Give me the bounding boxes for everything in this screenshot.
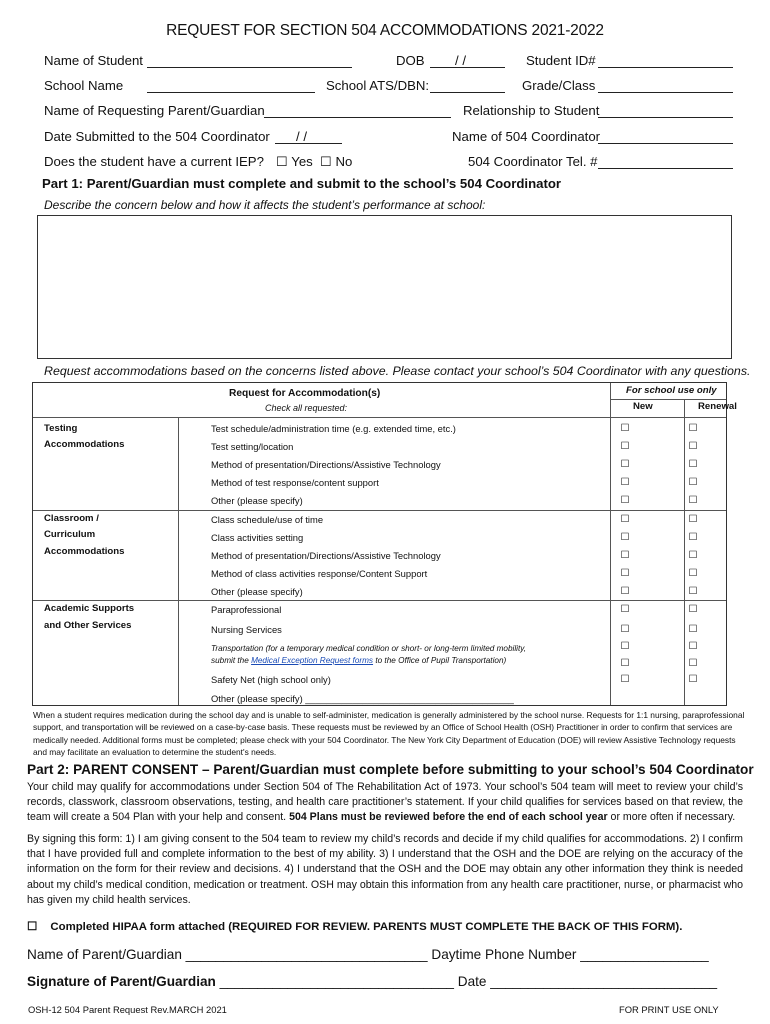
item-paraprofessional: Paraprofessional [211,604,282,615]
item-academic-other: Other (please specify) ________________________________________ [211,693,514,704]
section-label-classroom: Classroom / [44,513,99,524]
col-new-header: New [633,401,653,412]
checkbox-renewal[interactable]: ☐ [688,495,698,506]
iep-yes-checkbox[interactable]: ☐ Yes [276,154,313,169]
dob-slashes: / / [455,53,466,68]
item-test-response: Method of test response/content support [211,477,379,488]
checkbox-new[interactable]: ☐ [620,477,630,488]
table-header-sub: Check all requested: [265,403,348,413]
checkbox-renewal[interactable]: ☐ [688,514,698,525]
item-transportation-2 [211,656,506,665]
medical-exception-link[interactable]: Medical Exception Request forms [251,656,374,665]
item-class-response: Method of class activities response/Content Support [211,568,428,579]
section-label-classroom: Curriculum [44,529,96,540]
checkbox-renewal[interactable]: ☐ [688,550,698,561]
medication-fine-print: When a student requires medication during the school day and is unable to self-administer, medication is generally administered by the school nurse. Requests for 1:1 nursing, paraprofessional support, and transportation will be reviewed on a case-by-case basis. These requests must be reviewed by an Office of School Health (OSH) Practitioner in order to confirm that services are medically needed. Additional forms must be completed; please check with your 504 Coordinator. The New York City Department of Education (DOE) will review Assistive Technology requests and may facilitate an evaluation to determine the student's needs. [33,710,745,757]
part2-paragraph-2: By signing this form: 1) I am giving consent to the 504 team to review my child’s records and decide if my child qualifies for accommodations. 2) I confirm that I have provided full and complete information to the best of my ability. 3) I understand that the OSH and the DOE are relying on the accuracy of the information on the form for their review and decisions. 4) I understand that the OSH and the DOE may obtain any other information they think is needed about my child’s medical condition, medication or treatment. OSH may obtain this information from any health care practitioner, nurse, or pharmacist who has given my child health services. [27,833,743,906]
school-name-field[interactable] [147,80,315,93]
checkbox-new[interactable]: ☐ [620,641,630,652]
footer-form-id: OSH-12 504 Parent Request Rev.MARCH 2021 [28,1004,227,1015]
checkbox-new[interactable]: ☐ [620,495,630,506]
section-divider [33,510,726,511]
checkbox-new[interactable]: ☐ [620,423,630,434]
section-label-testing: Accommodations [44,439,125,450]
parent-name-phone-row[interactable]: Name of Parent/Guardian ________________________________ Daytime Phone Number _________________ [27,947,709,962]
checkbox-renewal[interactable]: ☐ [688,586,698,597]
part1-heading: Part 1: Parent/Guardian must complete and submit to the school’s 504 Coordinator [42,176,562,191]
dob-label: DOB [396,53,425,68]
grade-class-label: Grade/Class [522,78,596,93]
table-header-title: Request for Accommodation(s) [229,388,381,399]
school-ats-label: School ATS/DBN: [326,78,430,93]
checkbox-renewal[interactable]: ☐ [688,658,698,669]
table-col-divider [178,417,179,705]
date-slashes: / / [296,129,307,144]
signature-label: Signature of Parent/Guardian [27,974,216,989]
school-ats-field[interactable] [430,80,505,93]
requesting-parent-label: Name of Requesting Parent/Guardian [44,103,265,118]
transport-line2-pre: submit the [211,656,249,665]
para1-bold: 504 Plans must be reviewed before the end of each school year [289,811,608,824]
relationship-label: Relationship to Student [463,103,600,118]
date-submitted-label: Date Submitted to the 504 Coordinator [44,129,270,144]
coordinator-name-label: Name of 504 Coordinator [452,129,601,144]
table-header-divider [33,417,726,418]
checkbox-new[interactable]: ☐ [620,550,630,561]
part2-paragraph-1 [27,780,743,826]
checkbox-renewal[interactable]: ☐ [688,641,698,652]
hipaa-text: Completed HIPAA form attached (REQUIRED FOR REVIEW. PARENTS MUST COMPLETE THE BACK OF THIS FORM). [50,921,683,933]
signature-row[interactable] [27,974,717,989]
item-test-other: Other (please specify) [211,495,303,506]
checkbox-new[interactable]: ☐ [620,624,630,635]
checkbox-new[interactable]: ☐ [620,568,630,579]
table-header-divider [610,399,726,400]
item-class-other: Other (please specify) [211,586,303,597]
accommodations-table [32,382,737,706]
checkbox-new[interactable]: ☐ [620,441,630,452]
form-title: REQUEST FOR SECTION 504 ACCOMMODATIONS 2021-2022 [166,22,604,39]
checkbox-renewal[interactable]: ☐ [688,477,698,488]
item-test-presentation: Method of presentation/Directions/Assistive Technology [211,459,441,470]
checkbox-renewal[interactable]: ☐ [688,532,698,543]
section-divider [33,600,726,601]
student-name-field[interactable] [147,55,352,68]
section-label-academic: and Other Services [44,620,132,631]
checkbox-new[interactable]: ☐ [620,459,630,470]
relationship-field[interactable] [598,105,733,118]
hipaa-row [27,919,682,933]
signature-date-lines[interactable]: _______________________________ Date ______________________________ [219,974,718,989]
iep-no-checkbox[interactable]: ☐ No [320,154,353,169]
table-col-divider [684,399,685,705]
para1-text: Your child may qualify for accommodations under Section 504 of The Rehabilitation Act of 1973. Your school’s 504 team will meet to review your child’s records, classwork, classroom observations, testing, and health care practitioner’s statement. If your child qualifies for services based on that review, the team will create a 504 Plan with your help and consent. [27,781,743,824]
col-renewal-header: Renewal [698,401,737,412]
school-use-label: For school use only [626,385,717,396]
checkbox-new[interactable]: ☐ [620,658,630,669]
transport-line2-post: to the Office of Pupil Transportation) [375,656,507,665]
section-label-classroom: Accommodations [44,546,125,557]
school-name-label: School Name [44,78,124,93]
footer-print-note: FOR PRINT USE ONLY [619,1004,719,1015]
checkbox-new[interactable]: ☐ [620,674,630,685]
checkbox-new[interactable]: ☐ [620,604,630,615]
checkbox-renewal[interactable]: ☐ [688,459,698,470]
student-id-label: Student ID# [526,53,596,68]
coordinator-name-field[interactable] [598,131,733,144]
item-safety-net: Safety Net (high school only) [211,674,331,685]
item-class-schedule: Class schedule/use of time [211,514,324,525]
dob-field[interactable] [430,55,505,68]
transport-line1: Transportation (for a temporary medical condition or short- or long-term limited mobility, [211,644,527,653]
checkbox-renewal[interactable]: ☐ [688,441,698,452]
item-transportation [211,644,526,653]
iep-question: Does the student have a current IEP? [44,154,264,169]
checkbox-new[interactable]: ☐ [620,532,630,543]
checkbox-renewal[interactable]: ☐ [688,624,698,635]
part2-heading: Part 2: PARENT CONSENT – Parent/Guardian must complete before submitting to your school’s 504 Coordinator [27,762,754,777]
student-id-field[interactable] [598,55,733,68]
para1-tail: or more often if necessary. [610,811,736,824]
item-test-setting: Test setting/location [211,441,294,452]
requesting-parent-field[interactable] [264,105,451,118]
grade-class-field[interactable] [598,80,733,93]
student-name-label: Name of Student [44,53,143,68]
checkbox-new[interactable]: ☐ [620,514,630,525]
section-label-academic: Academic Supports [44,603,135,614]
checkbox-renewal[interactable]: ☐ [688,674,698,685]
checkbox-renewal[interactable]: ☐ [688,604,698,615]
coordinator-tel-field[interactable] [598,156,733,169]
checkbox-renewal[interactable]: ☐ [688,423,698,434]
table-col-divider [610,383,611,705]
hipaa-checkbox[interactable]: ☐ [27,921,38,933]
part1-instruction: Describe the concern below and how it affects the student’s performance at school: [44,198,486,212]
item-nursing: Nursing Services [211,624,282,635]
checkbox-renewal[interactable]: ☐ [688,568,698,579]
request-note: Request accommodations based on the concerns listed above. Please contact your school’s 504 Coordinator with any questions. [44,364,751,378]
checkbox-new[interactable]: ☐ [620,586,630,597]
date-submitted-field[interactable] [275,131,342,144]
section-label-testing: Testing [44,423,78,434]
concern-textarea[interactable] [37,215,732,359]
coordinator-tel-label: 504 Coordinator Tel. # [468,154,598,169]
item-class-setting: Class activities setting [211,532,304,543]
item-class-presentation: Method of presentation/Directions/Assistive Technology [211,550,441,561]
item-test-schedule: Test schedule/administration time (e.g. extended time, etc.) [211,423,456,434]
